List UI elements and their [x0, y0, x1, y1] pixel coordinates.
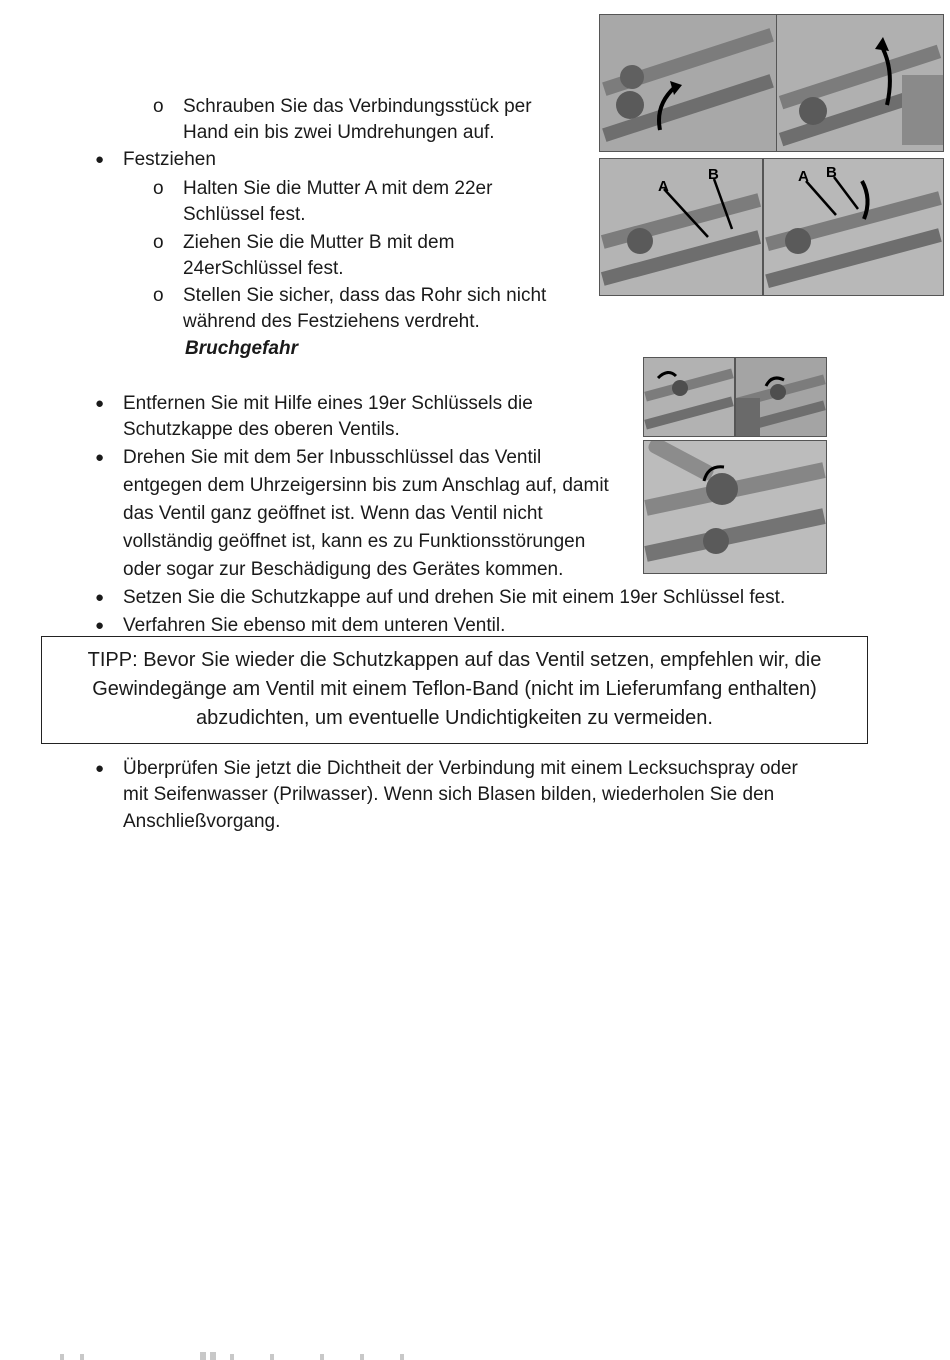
sub-bullet-marker: o [153, 285, 164, 306]
bullet-marker: ● [95, 617, 105, 634]
instruction-text: Verfahren Sie ebenso mit dem unteren Ventil. [123, 615, 506, 636]
photo-valve-connect-1 [599, 14, 777, 152]
instruction-text: Entfernen Sie mit Hilfe eines 19er Schlüssels die [123, 393, 533, 414]
sub-bullet-marker: o [153, 178, 164, 199]
sub-bullet-marker: o [153, 96, 164, 117]
bullet-marker: ● [95, 760, 105, 777]
instruction-text: Hand ein bis zwei Umdrehungen auf. [183, 122, 495, 143]
photo-remove-cap-1 [643, 357, 735, 437]
instruction-text: Anschließvorgang. [123, 811, 281, 832]
instruction-text: Stellen Sie sicher, dass das Rohr sich nicht [183, 285, 547, 306]
tip-text: abzudichten, um eventuelle Undichtigkeiten zu vermeiden. [196, 707, 713, 729]
instruction-heading: Festziehen [123, 149, 216, 170]
photo-tighten-nut-1 [599, 158, 763, 296]
photo-label-b: B [826, 164, 837, 181]
page-bottom-artifact [60, 1352, 420, 1360]
photo-label-a: A [658, 178, 669, 195]
bullet-marker: ● [95, 449, 105, 466]
instruction-text: Schlüssel fest. [183, 204, 306, 225]
instruction-text: Setzen Sie die Schutzkappe auf und drehen Sie mit einem 19er Schlüssel fest. [123, 587, 786, 608]
instruction-text: Drehen Sie mit dem 5er Inbusschlüssel das Ventil [123, 447, 542, 468]
instruction-text: Ziehen Sie die Mutter B mit dem [183, 232, 455, 253]
tip-text: Gewindegänge am Ventil mit einem Teflon-Band (nicht im Lieferumfang enthalten) [92, 678, 817, 700]
tip-box [41, 636, 868, 744]
bullet-marker: ● [95, 151, 105, 168]
photo-tighten-nut-2 [763, 158, 944, 296]
bullet-marker: ● [95, 589, 105, 606]
instruction-text: Schutzkappe des oberen Ventils. [123, 419, 400, 440]
photo-label-b: B [708, 166, 719, 183]
photo-valve-connect-2 [776, 14, 944, 152]
instruction-text: während des Festziehens verdreht. [183, 311, 480, 332]
instruction-text: vollständig geöffnet ist, kann es zu Funktionsstörungen [123, 531, 586, 552]
instruction-text: oder sogar zur Beschädigung des Gerätes kommen. [123, 559, 564, 580]
sub-bullet-marker: o [153, 232, 164, 253]
instruction-text: das Ventil ganz geöffnet ist. Wenn das Ventil nicht [123, 503, 543, 524]
instruction-text: Schrauben Sie das Verbindungsstück per [183, 96, 532, 117]
photo-remove-cap-2 [735, 357, 827, 437]
instruction-text: Halten Sie die Mutter A mit dem 22er [183, 178, 493, 199]
warning-text: Bruchgefahr [185, 338, 298, 359]
instruction-text: mit Seifenwasser (Prilwasser). Wenn sich Blasen bilden, wiederholen Sie den [123, 784, 775, 805]
bullet-marker: ● [95, 395, 105, 412]
instruction-text: 24erSchlüssel fest. [183, 258, 344, 279]
instruction-text: Überprüfen Sie jetzt die Dichtheit der Verbindung mit einem Lecksuchspray oder [123, 758, 798, 779]
photo-label-a: A [798, 168, 809, 185]
tip-text: TIPP: Bevor Sie wieder die Schutzkappen auf das Ventil setzen, empfehlen wir, die [87, 649, 822, 671]
instruction-text: entgegen dem Uhrzeigersinn bis zum Anschlag auf, damit [123, 475, 609, 496]
photo-open-valve [643, 440, 827, 574]
